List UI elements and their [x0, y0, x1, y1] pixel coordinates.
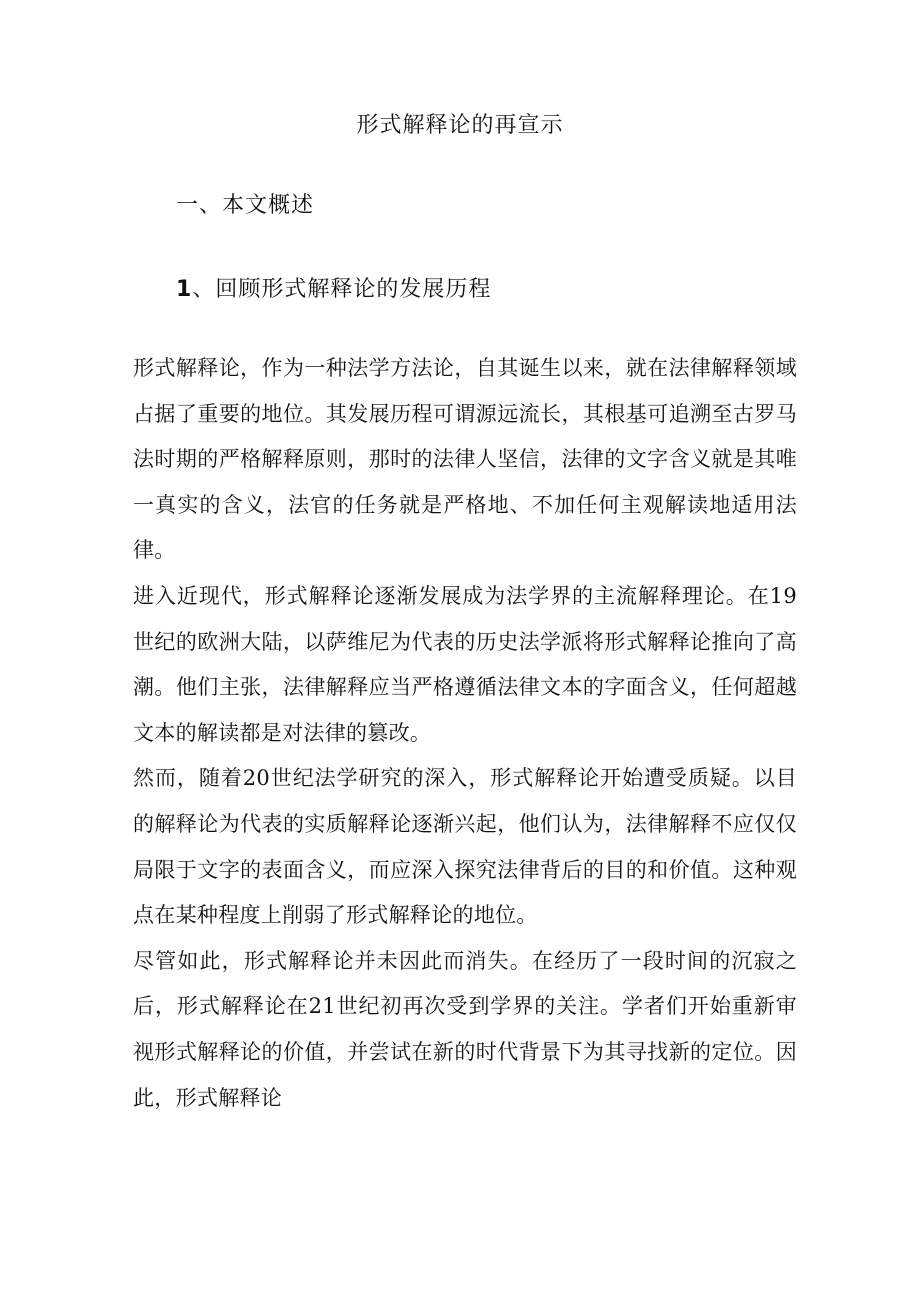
paragraph-2: 进入近现代，形式解释论逐渐发展成为法学界的主流解释理论。在19世纪的欧洲大陆，以萨维尼为代表的历史法学派将形式解释论推向了高潮。他们主张，法律解释应当严格遵循法律文本的字面含义，任何超越文本的解读都是对法律的篡改。	[133, 583, 797, 745]
body-text	[133, 346, 797, 1121]
section-heading: 一、本文概述	[176, 193, 315, 218]
paragraph-4: 尽管如此，形式解释论并未因此而消失。在经历了一段时间的沉寂之后，形式解释论在21世纪初再次受到学界的关注。学者们开始重新审视形式解释论的价值，并尝试在新的时代背景下为其寻找新的定位。因此，形式解释论	[133, 948, 797, 1110]
sub-heading-number: 1	[176, 277, 193, 302]
sub-heading-text: 、回顾形式解释论的发展历程	[192, 277, 492, 302]
sub-heading	[176, 274, 491, 306]
paragraph-3: 然而，随着20世纪法学研究的深入，形式解释论开始遭受质疑。以目的解释论为代表的实质解释论逐渐兴起，他们认为，法律解释不应仅仅局限于文字的表面含义，而应深入探究法律背后的目的和价值。这种观点在某种程度上削弱了形式解释论的地位。	[133, 766, 797, 928]
page-title: 形式解释论的再宣示	[356, 113, 564, 138]
paragraph-1: 形式解释论，作为一种法学方法论，自其诞生以来，就在法律解释领域占据了重要的地位。其发展历程可谓源远流长，其根基可追溯至古罗马法时期的严格解释原则，那时的法律人坚信，法律的文字含义就是其唯一真实的含义，法官的任务就是严格地、不加任何主观解读地适用法律。	[133, 356, 797, 563]
